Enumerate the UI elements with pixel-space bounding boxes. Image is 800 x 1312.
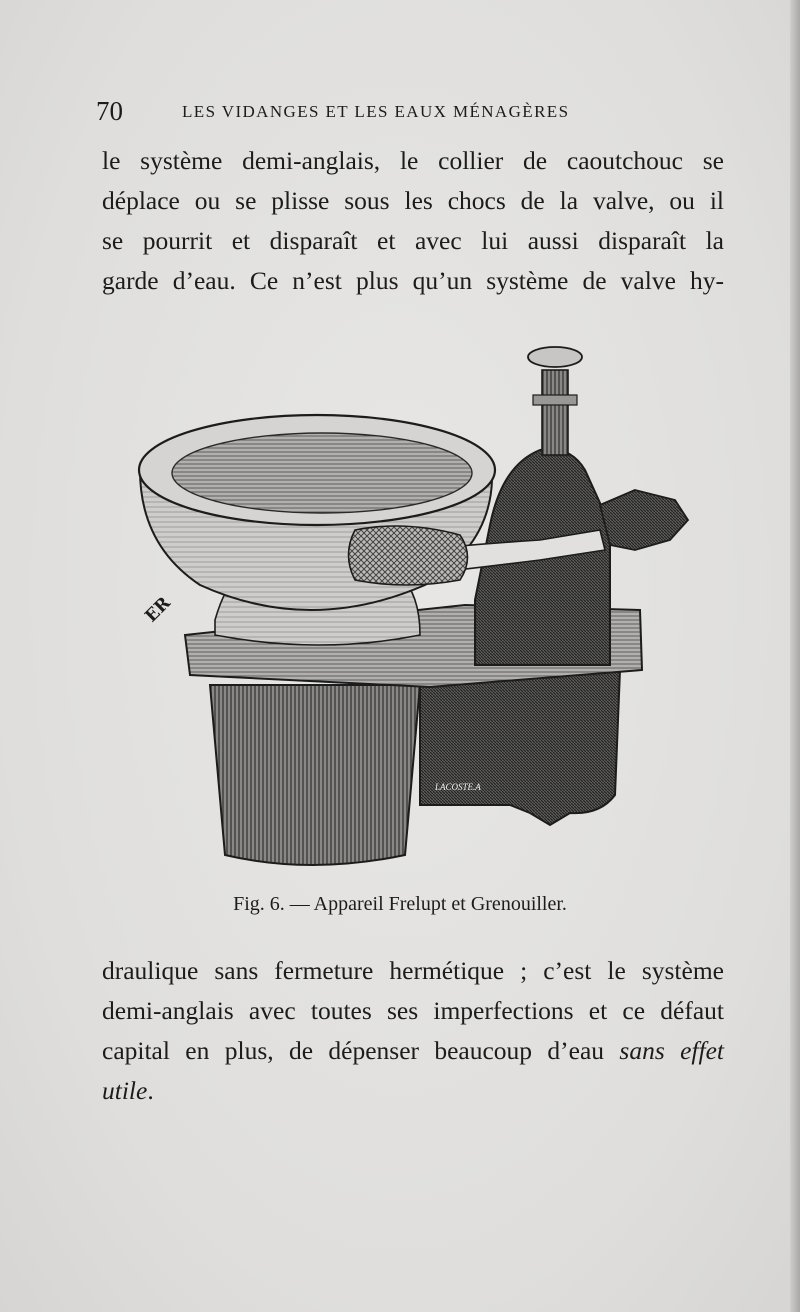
plunger-stem (542, 370, 568, 455)
text-line: le système demi-anglais, le collier de caoutchouc se (102, 146, 724, 175)
italic-phrase: sans effet (619, 1036, 724, 1065)
base-block (420, 670, 620, 825)
text-segment: . (147, 1076, 154, 1105)
side-tap (600, 490, 688, 550)
running-title: LES VIDANGES ET LES EAUX MÉNAGÈRES (182, 102, 570, 121)
page-header (96, 96, 656, 130)
bowl-interior (172, 433, 472, 513)
plunger-handle (528, 347, 582, 367)
paragraph-top (102, 141, 724, 301)
text-line (102, 1031, 724, 1071)
text-line (102, 1071, 724, 1111)
text-line: demi-anglais avec toutes ses imperfections et ce défaut (102, 996, 724, 1025)
page-number: 70 (96, 96, 123, 126)
italic-phrase: utile (102, 1076, 148, 1105)
base-pedestal (210, 685, 420, 865)
text-line: déplace ou se plisse sous les chocs de la valve, ou il (102, 186, 724, 215)
text-line: draulique sans fermeture hermétique ; c’est le système (102, 956, 724, 985)
page-edge-shadow (790, 0, 800, 1312)
plunger-collar (533, 395, 577, 405)
text-segment: capital en plus, de dépenser beaucoup d’eau (102, 1036, 620, 1065)
rubber-collar (349, 526, 468, 585)
text-line: garde d’eau. Ce n’est plus qu’un système de valve hy- (102, 266, 724, 295)
figure-toilet-engraving (130, 335, 700, 875)
engraver-signature: LACOSTE.A (435, 782, 481, 792)
paragraph-bottom (102, 951, 724, 1111)
figure-caption: Fig. 6. — Appareil Frelupt et Grenouiller. (233, 893, 567, 915)
text-line: se pourrit et disparaît et avec lui aussi disparaît la (102, 226, 724, 255)
engraver-mark: ER (141, 593, 175, 627)
